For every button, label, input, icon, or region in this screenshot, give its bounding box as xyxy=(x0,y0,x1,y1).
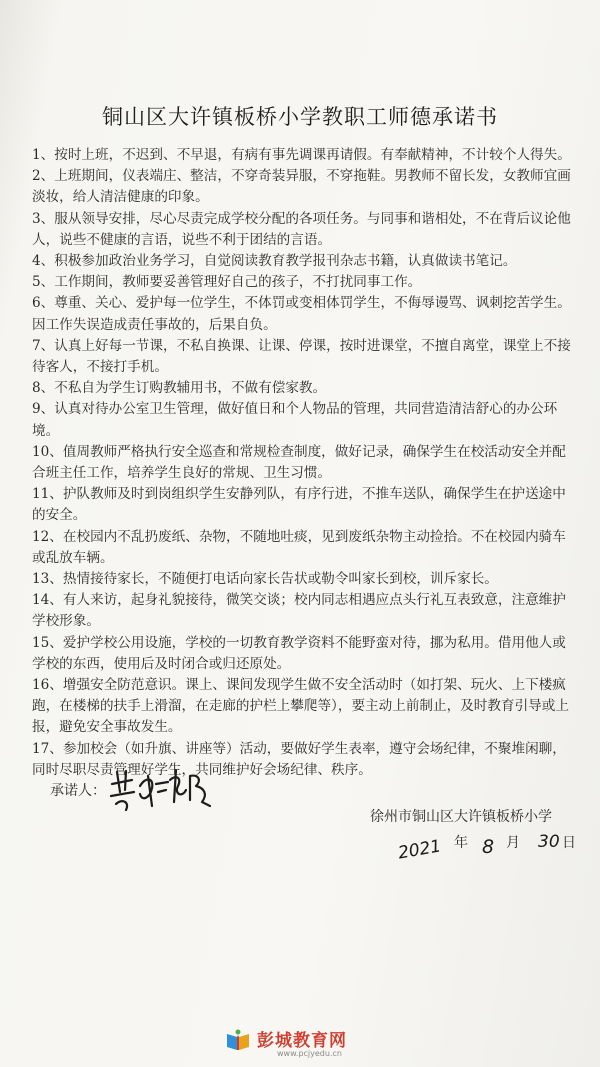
commitment-item: 9、认真对待办公室卫生管理，做好值日和个人物品的管理，共同营造清洁舒心的办公环境。 xyxy=(32,401,558,439)
school-name: 徐州市铜山区大许镇板桥小学 xyxy=(370,809,552,825)
commitment-item: 3、服从领导安排，尽心尽责完成学校分配的各项任务。与同事和谐相处，不在背后议论他人，说些不健康的言语，说些不利于团结的言语。 xyxy=(32,210,571,248)
commitment-item: 16、增强安全防范意识。课上、课间发现学生做不安全活动时（如打架、玩火、上下楼疯跑，在楼梯的扶手上滑溜，在走廊的护栏上攀爬等），要主动上前制止，及时教育引导或上报，避免安全事故发生。 xyxy=(32,677,569,736)
document-title: 铜山区大许镇板桥小学教职工师德承诺书 xyxy=(102,105,498,129)
commitment-item: 6、尊重、关心、爱护每一位学生，不体罚或变相体罚学生，不侮辱谩骂、讽刺挖苦学生。因工作失误造成责任事故的，后果自负。 xyxy=(32,295,571,333)
date-day: 30 xyxy=(538,832,560,852)
date-year: 2021 xyxy=(396,836,443,864)
date-year-unit: 年 xyxy=(454,835,468,851)
signing-date xyxy=(398,830,583,870)
handwritten-signature xyxy=(106,762,216,814)
commitment-item: 4、积极参加政治业务学习，自觉阅读教育教学报刊杂志书籍，认真做读书笔记。 xyxy=(32,253,517,270)
commitment-item: 17、参加校会（如升旗、讲座等）活动，要做好学生表率，遵守会场纪律，不聚堆闲聊，同时尽职尽责管理好学生，共同维护好会场纪律、秩序。 xyxy=(32,740,566,778)
commitment-item: 13、热情接待家长，不随便打电话向家长告状或勒令叫家长到校，训斥家长。 xyxy=(32,571,498,588)
site-watermark xyxy=(225,1026,395,1066)
commitment-item: 1、按时上班，不迟到、不早退，有病有事先调课再请假。有奉献精神，不计较个人得失。 xyxy=(32,147,571,163)
date-month-unit: 月 xyxy=(506,835,520,851)
commitment-item: 11、护队教师及时到岗组织学生安静列队，有序行进，不推车送队，确保学生在护送途中的安全。 xyxy=(32,486,566,524)
date-month: 8 xyxy=(482,836,495,858)
commitment-item: 7、认真上好每一节课，不私自换课、让课、停课，按时进课堂，不擅自离堂，课堂上不接待客人，不接打手机。 xyxy=(32,337,571,376)
commitment-list xyxy=(30,145,575,781)
commitment-item: 12、在校园内不乱扔废纸、杂物，不随地吐痰，见到废纸杂物主动捡拾。不在校园内骑车或乱放车辆。 xyxy=(32,528,566,566)
commitment-item: 2、上班期间，仪表端庄、整洁，不穿奇装异服，不穿拖鞋。男教师不留长发，女教师宜画淡妆，给人清洁健康的印象。 xyxy=(32,168,571,206)
watermark-site-name: 彭城教育网 xyxy=(257,1031,347,1051)
promisor-label: 承诺人： xyxy=(50,783,106,799)
watermark-url: www.pcjyedu.cn xyxy=(277,1049,342,1058)
commitment-item: 15、爱护学校公用设施，学校的一切教育教学资料不能野蛮对待，挪为私用。借用他人或学校的东西，使用后及时闭合或归还原处。 xyxy=(32,634,566,672)
open-book-icon xyxy=(225,1028,251,1052)
commitment-item: 8、不私自为学生订购教辅用书，不做有偿家教。 xyxy=(32,380,327,397)
date-day-unit: 日 xyxy=(562,835,576,851)
commitment-item: 10、值周教师严格执行安全巡查和常规检查制度，做好记录，确保学生在校活动安全并配合班主任工作，培养学生良好的常规、卫生习惯。 xyxy=(32,443,566,482)
commitment-item: 14、有人来访，起身礼貌接待，微笑交谈；校内同志相遇应点头行礼互表致意，注意维护学校形象。 xyxy=(32,592,566,630)
commitment-item: 5、工作期间，教师要妥善管理好自己的孩子，不打扰同事工作。 xyxy=(32,274,422,291)
